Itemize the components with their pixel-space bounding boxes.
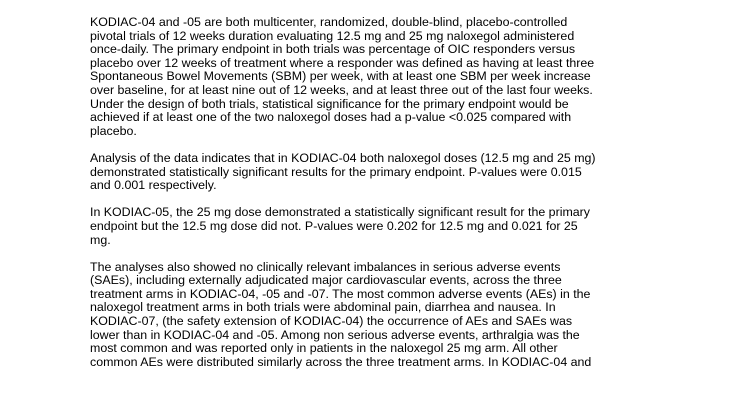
text-line: demonstrated statistically significant results for the primary endpoint. P-values were 0.015 — [90, 164, 582, 179]
text-line: and 0.001 respectively. — [90, 178, 217, 193]
text-line: placebo over 12 weeks of treatment where a responder was defined as having at least three — [90, 55, 595, 70]
text-line: pivotal trials of 12 weeks duration evaluating 12.5 mg and 25 mg naloxegol administered — [90, 28, 575, 43]
text-line: Spontaneous Bowel Movements (SBM) per week, with at least one SBM per week increase — [90, 69, 591, 84]
text-line: Under the design of both trials, statistical significance for the primary endpoint would be — [90, 96, 569, 111]
text-line: over baseline, for at least nine out of 12 weeks, and at least three out of the last four weeks. — [90, 82, 593, 97]
text-line: lower than in KODIAC-04 and -05. Among non serious adverse events, arthralgia was the — [90, 327, 580, 342]
text-line: placebo. — [90, 123, 137, 138]
text-line: (SAEs), including externally adjudicated major cardiovascular events, across the three — [90, 273, 562, 288]
document-body — [90, 16, 660, 383]
text-line: naloxegol treatment arms in both trials were abdominal pain, diarrhea and nausea. In — [90, 300, 556, 315]
text-line: The analyses also showed no clinically relevant imbalances in serious adverse events — [90, 259, 561, 274]
text-line: KODIAC-07, (the safety extension of KODIAC-04) the occurrence of AEs and SAEs was — [90, 314, 573, 329]
text-line: most common and was reported only in patients in the naloxegol 25 mg arm. All other — [90, 341, 558, 356]
text-line: common AEs were distributed similarly across the three treatment arms. In KODIAC-04 and — [90, 354, 592, 369]
text-line: In KODIAC-05, the 25 mg dose demonstrated a statistically significant result for the primary — [90, 205, 590, 220]
text-line: achieved if at least one of the two naloxegol doses had a p-value <0.025 compared with — [90, 110, 572, 125]
text-line: once-daily. The primary endpoint in both trials was percentage of OIC responders versus — [90, 42, 576, 57]
text-line: treatment arms in KODIAC-04, -05 and -07. The most common adverse events (AEs) in the — [90, 286, 591, 301]
paragraph-kodiac-04-results — [90, 152, 660, 193]
paragraph-kodiac-05-results — [90, 206, 660, 247]
text-line: endpoint but the 12.5 mg dose did not. P-values were 0.202 for 12.5 mg and 0.021 for 25 — [90, 218, 578, 233]
paragraph-safety-analysis — [90, 261, 660, 370]
paragraph-trial-design — [90, 16, 660, 138]
text-line: KODIAC-04 and -05 are both multicenter, randomized, double-blind, placebo-controlled — [90, 15, 568, 29]
text-line: mg. — [90, 232, 111, 247]
text-line: Analysis of the data indicates that in KODIAC-04 both naloxegol doses (12.5 mg and 25 mg) — [90, 150, 596, 165]
